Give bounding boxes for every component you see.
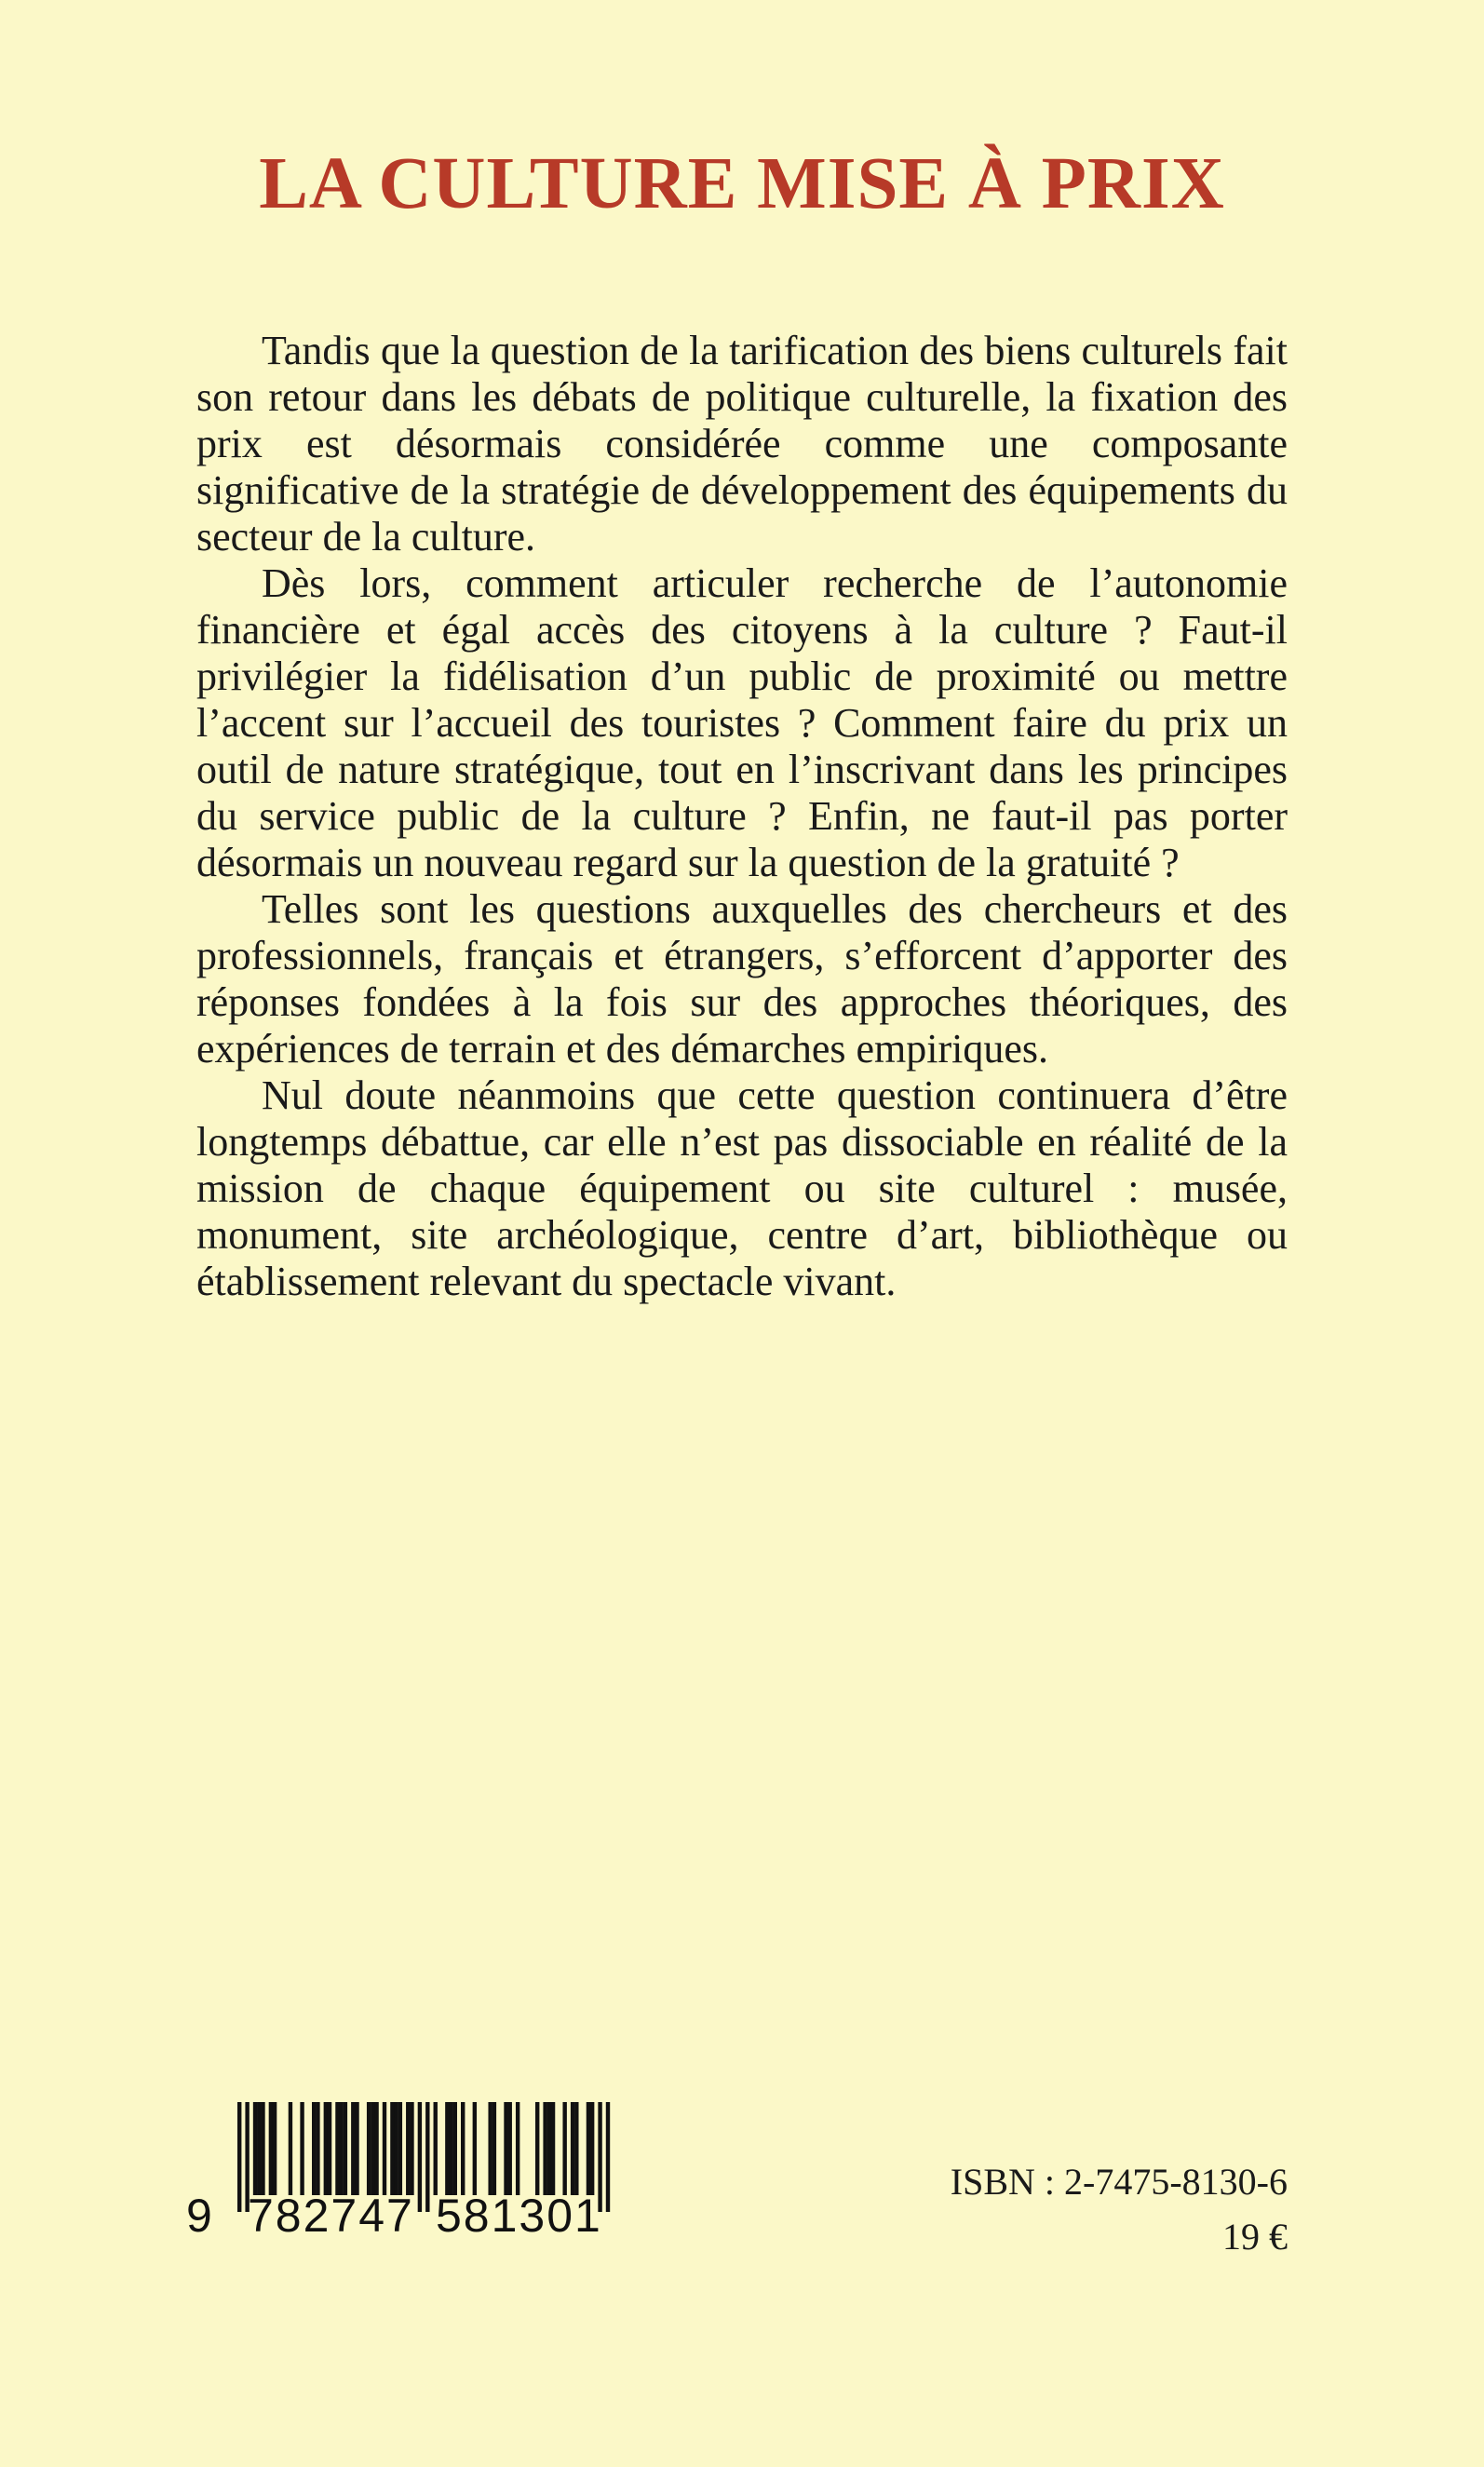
barcode-bar (289, 2102, 292, 2195)
barcode-bar (398, 2102, 402, 2195)
barcode-bar (504, 2102, 507, 2195)
barcode-bar (390, 2102, 394, 2195)
barcode-bar (587, 2102, 590, 2195)
barcode-bar (344, 2102, 347, 2195)
barcode-bar (371, 2102, 374, 2195)
barcode-bar (562, 2102, 566, 2195)
barcode-bar (383, 2102, 386, 2195)
barcode-bar (312, 2102, 316, 2195)
barcode-bar (406, 2102, 410, 2195)
barcode-bar (574, 2102, 578, 2195)
barcode-bar (571, 2102, 574, 2195)
barcode-digit-group-1: 782747 (248, 2190, 414, 2242)
blurb-paragraph-1: Tandis que la question de la tarification des biens culturels fait son retour dans les débats de politique culturelle, la fixation des prix est désormais considérée comme une composante significative de la stratégie de développement des équipements du secteur de la culture. (196, 328, 1288, 559)
barcode-bar (351, 2102, 355, 2195)
barcode-bar (339, 2102, 343, 2195)
barcode-bar (324, 2102, 328, 2195)
barcode (186, 2102, 624, 2242)
barcode-bars (237, 2102, 610, 2195)
barcode-bar (461, 2102, 465, 2195)
barcode-bar (551, 2102, 555, 2195)
barcode-bar (508, 2102, 512, 2195)
barcode-bar (367, 2102, 371, 2195)
barcode-bar (328, 2102, 331, 2195)
barcode-bar (355, 2102, 358, 2195)
barcode-bar (488, 2102, 492, 2195)
barcode-bar (374, 2102, 378, 2195)
barcode-bar (269, 2102, 273, 2195)
barcode-bar (253, 2102, 257, 2195)
barcode-first-digit: 9 (186, 2190, 212, 2242)
barcode-bar (535, 2102, 539, 2195)
barcode-bar (335, 2102, 339, 2195)
barcode-bar (394, 2102, 398, 2195)
blurb (196, 328, 1288, 1305)
barcode-bar (410, 2102, 413, 2195)
barcode-bar (273, 2102, 277, 2195)
barcode-bar (547, 2102, 551, 2195)
barcode-bar (316, 2102, 319, 2195)
barcode-bar (473, 2102, 477, 2195)
barcode-bar (492, 2102, 496, 2195)
book-title: LA CULTURE MISE À PRIX (259, 143, 1225, 224)
barcode-bar (300, 2102, 304, 2195)
barcode-bar (590, 2102, 594, 2195)
blurb-paragraph-4: Nul doute néanmoins que cette question continuera d’être longtemps débattue, car elle n’est pas dissociable en réalité de la mission de chaque équipement ou site culturel : musée, monument, site archéologique, centre d’art, bibliothèque ou établissement relevant du spectacle vivant. (196, 1072, 1288, 1304)
barcode-bar (434, 2102, 438, 2195)
blurb-paragraph-3: Telles sont les questions auxquelles des chercheurs et des professionnels, français et étrangers, s’efforcent d’apporter des réponses fondées à la fois sur des approches théoriques, des expériences de terrain et des démarches empiriques. (196, 886, 1288, 1072)
barcode-digits (186, 2188, 624, 2244)
barcode-bar (261, 2102, 264, 2195)
barcode-bar (445, 2102, 449, 2195)
barcode-bar (257, 2102, 261, 2195)
blurb-paragraph-2: Dès lors, comment articuler recherche de l’autonomie financière et égal accès des citoyens à la culture ? Faut-il privilégier la fidélisation d’un public de proximité ou mettre l’accent sur l’accueil des touristes ? Comment faire du prix un outil de nature stratégique, tout en l’inscrivant dans les principes du service public de la culture ? Enfin, ne faut-il pas porter désormais un nouveau regard sur la question de la gratuité ? (196, 560, 1288, 885)
barcode-digit-group-2: 581301 (436, 2190, 602, 2242)
barcode-bar (449, 2102, 452, 2195)
price-label: 19 € (1222, 2216, 1288, 2258)
barcode-bar (543, 2102, 546, 2195)
isbn-label: ISBN : 2-7475-8130-6 (950, 2161, 1288, 2203)
barcode-bar (516, 2102, 519, 2195)
barcode-bar (453, 2102, 457, 2195)
